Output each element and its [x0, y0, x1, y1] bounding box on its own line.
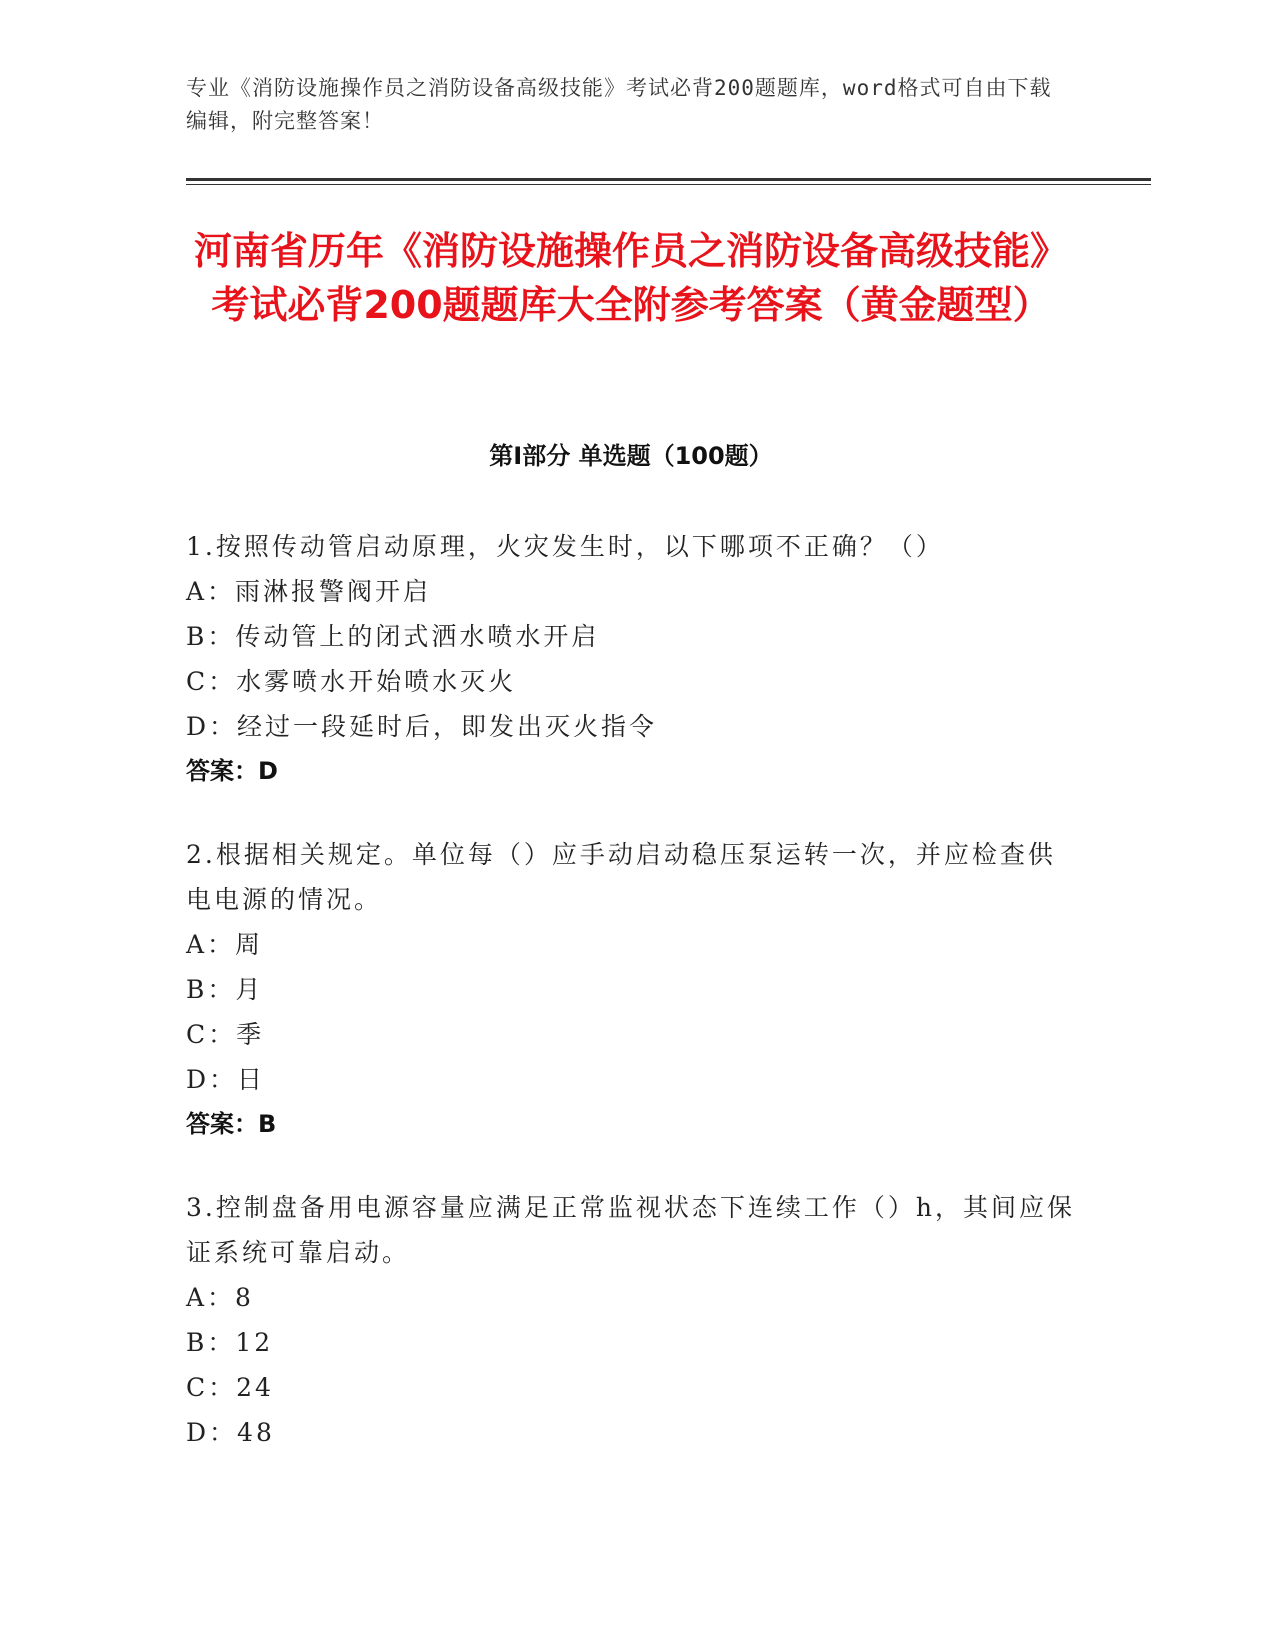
- header-note: 专业《消防设施操作员之消防设备高级技能》考试必背200题题库，word格式可自由下载编辑，附完整答案！: [186, 76, 1052, 133]
- option-b: B：12: [186, 1328, 274, 1357]
- question-stem: 1.按照传动管启动原理，火灾发生时，以下哪项不正确？（）: [186, 532, 944, 561]
- answer-label: 答案：B: [186, 1110, 277, 1138]
- section-title: 第Ⅰ部分 单选题（100题）: [489, 442, 773, 470]
- question-item: [186, 832, 1076, 1147]
- header-divider-thick: [186, 178, 1151, 181]
- option-c: C：24: [186, 1373, 274, 1402]
- question-item: [186, 1185, 1076, 1455]
- option-a: A：周: [186, 930, 264, 959]
- answer-label: 答案：D: [186, 757, 278, 785]
- option-a: A：8: [186, 1283, 254, 1312]
- document-title: 河南省历年《消防设施操作员之消防设备高级技能》考试必背200题题库大全附参考答案（黄金题型）: [193, 229, 1068, 327]
- option-d: D：经过一段延时后，即发出灭火指令: [186, 712, 658, 741]
- question-list: [186, 524, 1076, 1493]
- option-b: B：传动管上的闭式洒水喷水开启: [186, 622, 600, 651]
- option-c: C：水雾喷水开始喷水灭火: [186, 667, 517, 696]
- question-item: [186, 524, 1076, 794]
- header-divider-thin: [186, 184, 1151, 185]
- option-c: C：季: [186, 1020, 265, 1049]
- option-d: D：48: [186, 1418, 275, 1447]
- question-stem: 2.根据相关规定。单位每（）应手动启动稳压泵运转一次，并应检查供电电源的情况。: [186, 840, 1056, 914]
- option-a: A：雨淋报警阀开启: [186, 577, 432, 606]
- question-stem: 3.控制盘备用电源容量应满足正常监视状态下连续工作（）h，其间应保证系统可靠启动。: [186, 1193, 1075, 1267]
- option-b: B：月: [186, 975, 264, 1004]
- option-d: D：日: [186, 1065, 266, 1094]
